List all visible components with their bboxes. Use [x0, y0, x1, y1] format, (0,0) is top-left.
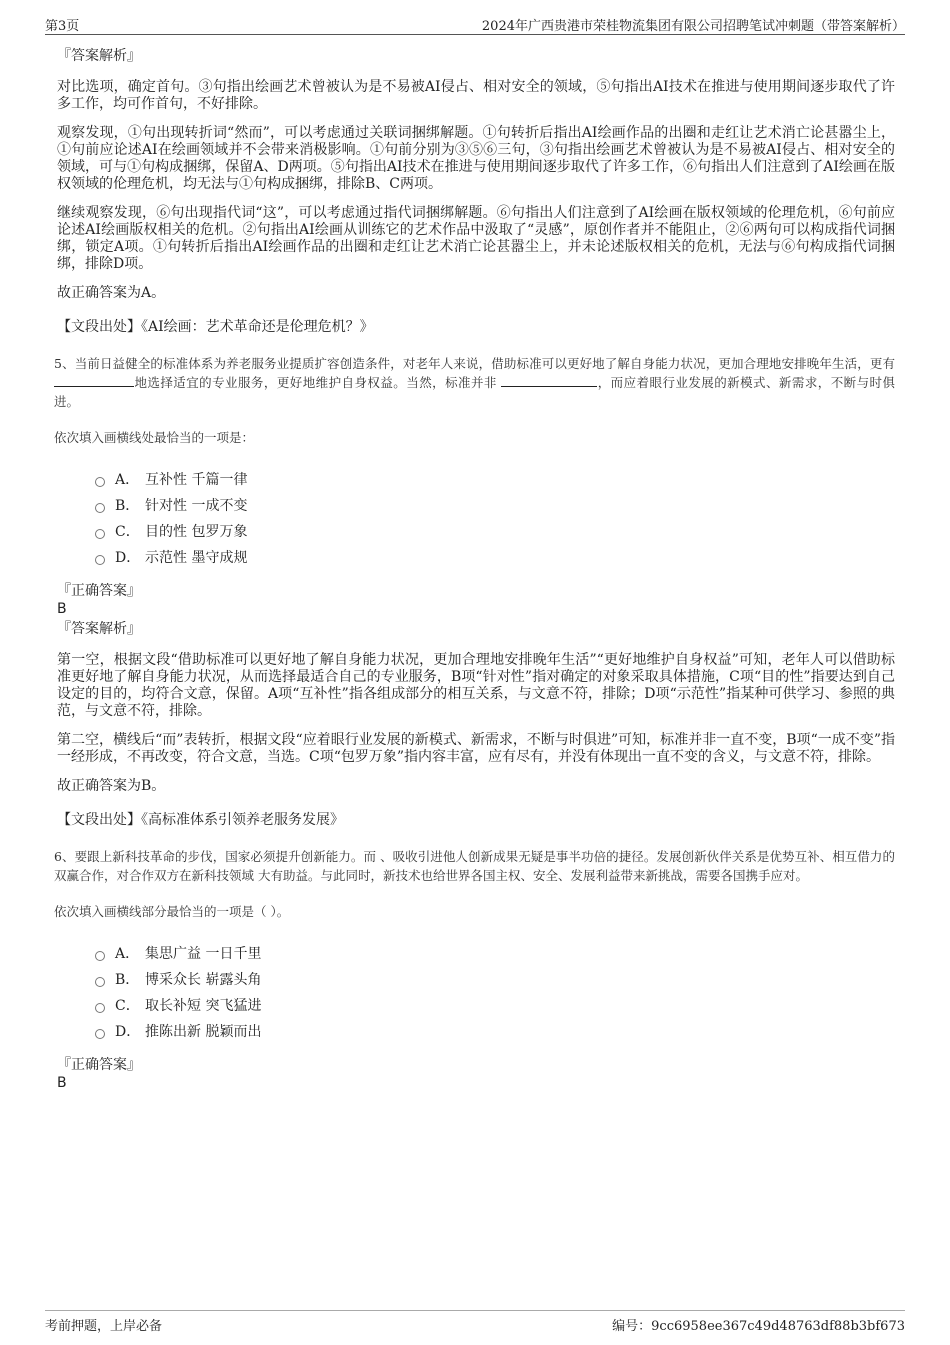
- option-c[interactable]: C． 目的性 包罗万象: [95, 519, 895, 545]
- document-id: 编号：9cc6958ee367c49d48763df88b3bf673: [612, 1319, 905, 1334]
- document-title: 2024年广西贵港市荣桂物流集团有限公司招聘笔试冲刺题（带答案解析）: [481, 19, 905, 34]
- page-footer: [45, 1310, 905, 1334]
- question-5-text: 5、当前日益健全的标准体系为养老服务业提质扩容创造条件，对老年人来说，借助标准可以更好地了解自身能力状况，更加合理地安排晚年生活，更有 地选择适宜的专业服务，更好地维护自身权益。当然，标准并非 ，而应着眼行业发展的新模式、新需求，不断与时俱进。: [54, 356, 895, 409]
- page-header: [45, 14, 905, 35]
- option-b[interactable]: B． 博采众长 崭露头角: [95, 967, 895, 993]
- radio-icon[interactable]: [95, 555, 105, 565]
- radio-icon[interactable]: [95, 1003, 105, 1013]
- page-content: [54, 46, 895, 1093]
- analysis-paragraph: 第一空，根据文段“借助标准可以更好地了解自身能力状况，更加合理地安排晚年生活”“更好地维护自身权益”可知，老年人可以借助标准更好地了解自身能力状况，从而选择最适合自己的专业服务，B项“针对性”指对确定的对象采取具体措施，C项“目的性”指要达到自己设定的目的，均符合文意，保留。A项“互补性”指各组成部分的相互关系，与文意不符，排除；D项“示范性”指某种可供学习、参照的典范，与文意不符，排除。: [57, 652, 895, 719]
- option-c[interactable]: C． 取长补短 突飞猛进: [95, 993, 895, 1019]
- fill-blank: [501, 374, 597, 387]
- correct-answer: B: [57, 1075, 67, 1091]
- analysis-paragraph: 对比选项，确定首句。③句指出绘画艺术曾被认为是不易被AI侵占、相对安全的领域，⑤句指出AI技术在推进与使用期间逐步取代了许多工作，均可作首句，不好排除。: [57, 79, 895, 112]
- option-d[interactable]: D． 推陈出新 脱颖而出: [95, 1019, 895, 1045]
- analysis-label: 『答案解析』: [57, 48, 141, 64]
- radio-icon[interactable]: [95, 529, 105, 539]
- question-6-prompt: 依次填入画横线部分最恰当的一项是（ ）。: [54, 904, 290, 919]
- radio-icon[interactable]: [95, 951, 105, 961]
- radio-icon[interactable]: [95, 503, 105, 513]
- analysis-paragraph: 继续观察发现，⑥句出现指代词“这”，可以考虑通过指代词捆绑解题。⑥句指出人们注意到了AI绘画在版权领域的伦理危机，⑥句前应论述AI绘画版权相关的危机。②句指出AI绘画从训练它的艺术作品中汲取了“灵感”，原创作者并不能阻止，②⑥两句可以构成指代词捆绑，锁定A项。①句转折后指出AI绘画作品的出圈和走红让艺术消亡论甚嚣尘上，并未论述版权相关的危机，无法与⑥句构成指代词捆绑，排除D项。: [57, 205, 895, 272]
- analysis-paragraph: 第二空，横线后“而”表转折，根据文段“应着眼行业发展的新模式、新需求，不断与时俱进”可知，标准并非一直不变，B项“一成不变”指一经形成，不再改变，符合文意，当选。C项“包罗万象”指内容丰富，应有尽有，并没有体现出一直不变的含义，与文意不符，排除。: [57, 732, 895, 765]
- page-number: 第3页: [45, 19, 80, 34]
- correct-answer: B: [57, 601, 67, 617]
- correct-answer-label: 『正确答案』: [57, 583, 141, 599]
- question-5-prompt: 依次填入画横线处最恰当的一项是：: [54, 430, 255, 445]
- analysis-label: 『答案解析』: [57, 621, 141, 637]
- final-answer-statement: 故正确答案为A。: [57, 285, 166, 301]
- text-source: 【文段出处】《AI绘画：艺术革命还是伦理危机？》: [57, 319, 374, 335]
- question-5-options: [95, 467, 895, 571]
- fill-blank: [54, 374, 134, 387]
- correct-answer-label: 『正确答案』: [57, 1057, 141, 1073]
- footer-slogan: 考前押题，上岸必备: [45, 1319, 163, 1334]
- final-answer-statement: 故正确答案为B。: [57, 778, 166, 794]
- option-a[interactable]: A． 集思广益 一日千里: [95, 941, 895, 967]
- question-6-text: 6、要跟上新科技革命的步伐，国家必须提升创新能力。而 、吸收引进他人创新成果无疑是事半功倍的捷径。发展创新伙伴关系是优势互补、相互借力的双赢合作，对合作双方在新科技领域 大有助益。与此同时，新技术也给世界各国主权、安全、发展利益带来新挑战，需要各国携手应对。: [54, 849, 895, 883]
- text-source: 【文段出处】《高标准体系引领养老服务发展》: [57, 812, 344, 828]
- radio-icon[interactable]: [95, 477, 105, 487]
- radio-icon[interactable]: [95, 1029, 105, 1039]
- option-b[interactable]: B． 针对性 一成不变: [95, 493, 895, 519]
- radio-icon[interactable]: [95, 977, 105, 987]
- question-6-options: [95, 941, 895, 1045]
- option-a[interactable]: A． 互补性 千篇一律: [95, 467, 895, 493]
- option-d[interactable]: D． 示范性 墨守成规: [95, 545, 895, 571]
- analysis-paragraph: 观察发现，①句出现转折词“然而”，可以考虑通过关联词捆绑解题。①句转折后指出AI绘画作品的出圈和走红让艺术消亡论甚嚣尘上，①句前应论述AI在绘画领域并不会带来消极影响。①句前分别为③⑤⑥三句，③句指出绘画艺术曾被认为是不易被AI侵占、相对安全的领域，可与①句构成捆绑，保留A、D两项。⑤句指出AI技术在推进与使用期间逐步取代了许多工作，⑥句指出人们注意到了AI绘画在版权领域的伦理危机，均无法与①句构成捆绑，排除B、C两项。: [57, 125, 895, 192]
